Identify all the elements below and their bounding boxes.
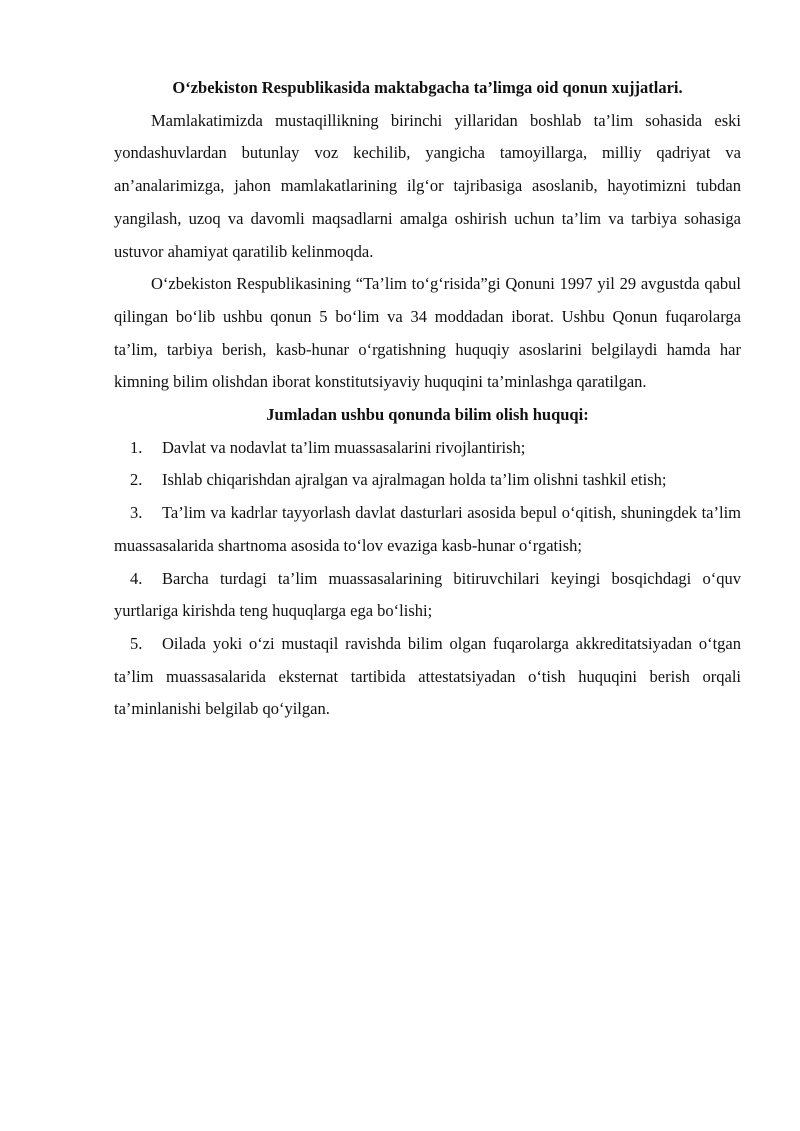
list-item-text: Oilada yoki o‘zi mustaqil ravishda bilim olgan fuqarolarga akkreditatsiyadan o‘tgan ta’lim muassasalarida eksternat tartibida attestatsiyadan o‘tish huquqini berish orqali ta’minlanishi belgilab qo‘yilgan.	[114, 633, 741, 719]
document-page	[114, 72, 741, 726]
list-item-text: Ta’lim va kadrlar tayyorlash davlat dasturlari asosida bepul o‘qitish, shuningdek ta’lim muassasalarida shartnoma asosida to‘lov evaziga kasb-hunar o‘rgatish;	[114, 503, 741, 555]
paragraph: Mamlakatimizda mustaqillikning birinchi yillaridan boshlab ta’lim sohasida eski yondashuvlardan butunlay voz kechilib, yangicha tamoyillarga, milliy qadriyat va an’analarimizga, jahon mamlakatlarining ilg‘or tajribasiga asoslanib, hayotimizni tubdan yangilash, uzoq va davomli maqsadlarni amalga oshirish uchun ta’lim va tarbiya sohasiga ustuvor ahamiyat qaratilib kelinmoqda.	[114, 110, 741, 261]
list-item-text: Davlat va nodavlat ta’lim muassasalarini rivojlantirish;	[162, 437, 526, 457]
list-item	[114, 628, 741, 726]
list-item	[114, 432, 741, 465]
list-item	[114, 563, 741, 628]
document-title: O‘zbekiston Respublikasida maktabgacha ta’limga oid qonun xujjatlari.	[172, 78, 683, 97]
list-item	[114, 464, 741, 497]
section-subheading: Jumladan ushbu qonunda bilim olish huquqi:	[266, 405, 589, 425]
list-item-number: 5.	[130, 633, 143, 653]
paragraph: O‘zbekiston Respublikasining “Ta’lim to‘g‘risida”gi Qonuni 1997 yil 29 avgustda qabul qilingan bo‘lib ushbu qonun 5 bo‘lim va 34 moddadan iborat. Ushbu Qonun fuqarolarga ta’lim, tarbiya berish, kasb-hunar o‘rgatishning huquqiy asoslarini belgilaydi hamda har kimning bilim olishdan iborat konstitutsiyaviy huquqini ta’minlashga qaratilgan.	[114, 274, 741, 392]
list-item-number: 4.	[130, 568, 143, 588]
list-item	[114, 497, 741, 562]
rights-list	[114, 432, 741, 726]
list-item-text: Barcha turdagi ta’lim muassasalarining bitiruvchilari keyingi bosqichdagi o‘quv yurtlariga kirishda teng huquqlarga ega bo‘lishi;	[114, 568, 741, 621]
list-item-text: Ishlab chiqarishdan ajralgan va ajralmagan holda ta’lim olishni tashkil etish;	[162, 470, 667, 490]
list-item-number: 1.	[130, 437, 143, 457]
list-item-number: 3.	[130, 503, 143, 523]
list-item-number: 2.	[130, 470, 143, 490]
